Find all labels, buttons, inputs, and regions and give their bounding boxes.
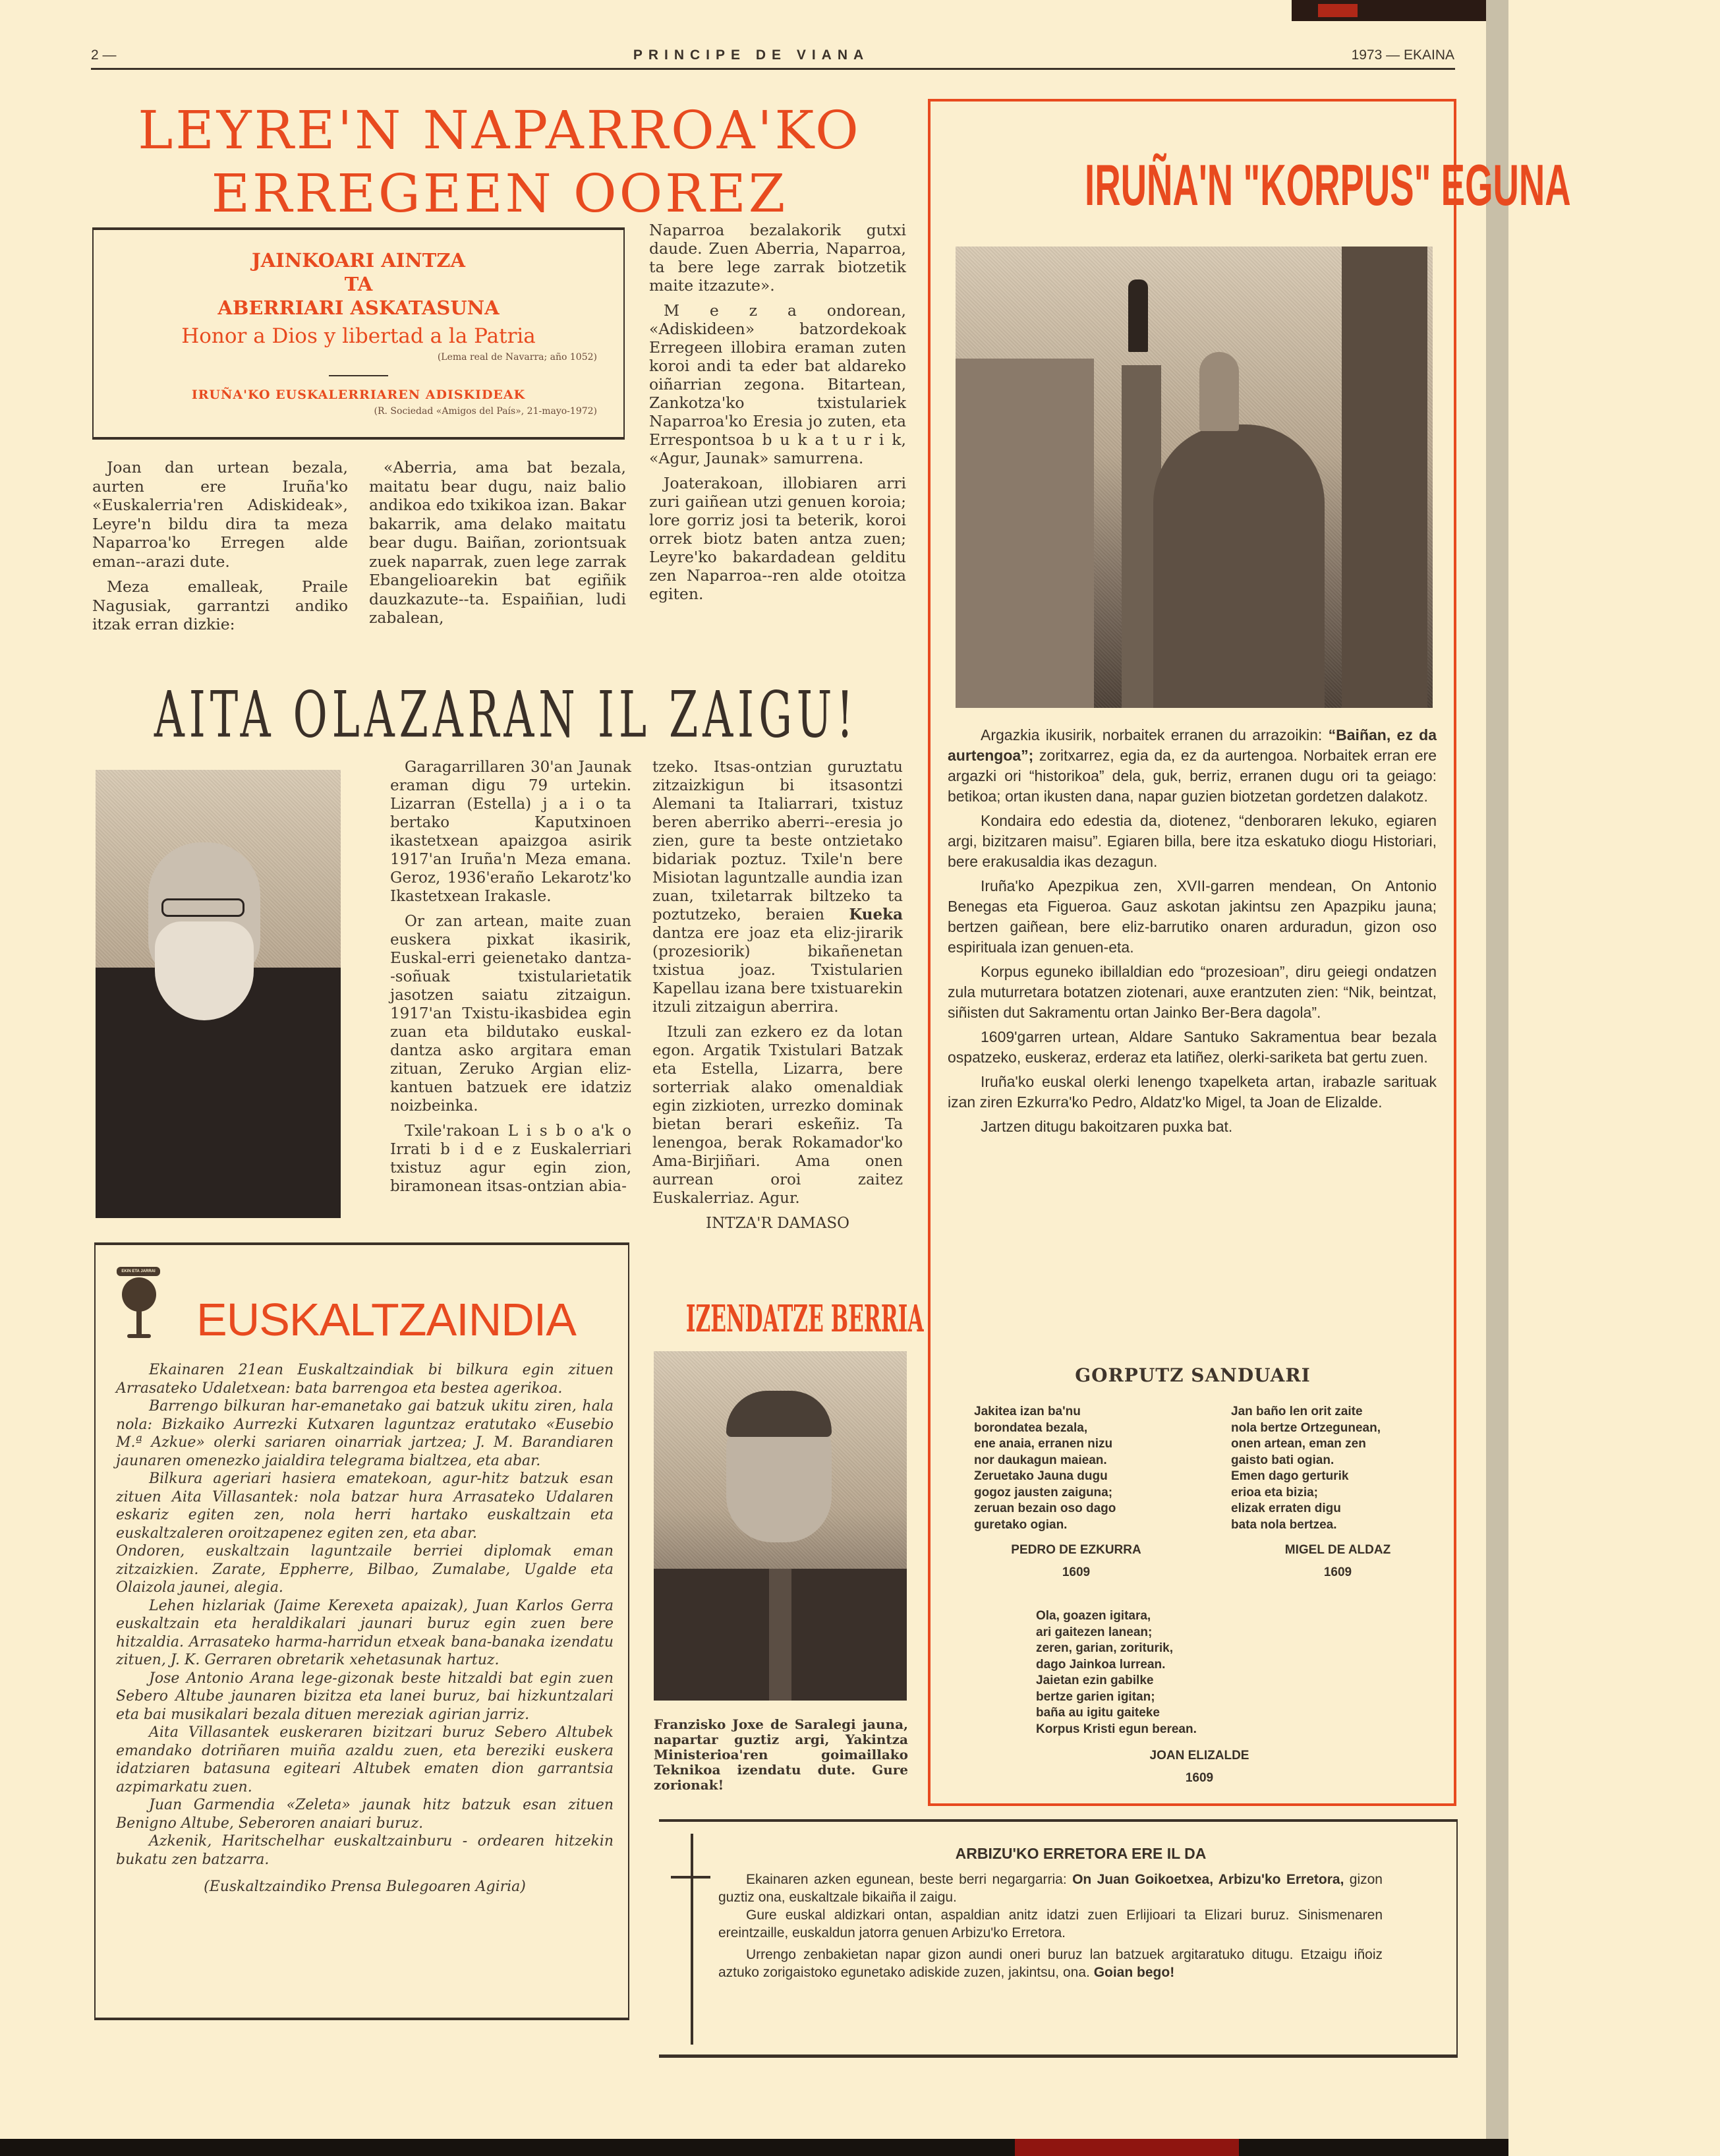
paragraph: 1609'garren urtean, Aldare Santuko Sakramentua bear bezala ospatzeko, euskeraz, erderaz eta latiñez, olerki-sariketa bat gertu zuen. — [948, 1028, 1437, 1066]
poem-line: gaisto bati ogian. — [1231, 1453, 1334, 1467]
paragraph: Garagarrillaren 30'an Jaunak eraman digu 79 urtekin. Lizarran (Estella) j a i o ta bertako Kaputxinoen ikastetxean apaizgoa asirik 1917'an Iruña'n Meza emana. Geroz, 1936'eraño Lekarotz'ko Ikastetxean Irakasle. — [390, 759, 631, 905]
header-rule — [91, 68, 1455, 70]
scan-edge-bottom — [0, 2139, 1508, 2156]
poem-ezkurra — [974, 1404, 1191, 1533]
poem-line: Korpus Kristi egun berean. — [1036, 1722, 1197, 1736]
poem-line: Emen dago gerturik — [1231, 1469, 1349, 1483]
paragraph: Argazkia ikusirik, norbaitek erranen du arrazoikin: “Baiñan, ez da aurtengoa”; zoritxarrez, egia da, ez da aurtengoa. Norbaitek erran ere argazki ori “historikoa” dela, guk, berriz, erranen dugu ori ta geiago: betikoa; ortan ikusten dana, napar guzien biotzetan gordetzen dalakotz. — [948, 726, 1437, 805]
paragraph: Jose Antonio Arana lege-gizonak beste hitzaldi bat egin zuen Sebero Altube jaunaren bizitza eta lanei buruz, bai hizkuntzalari eta bai musikalari bezala dituen mereziak agirian jarriz. — [116, 1670, 614, 1723]
saralegi-portrait-photo — [654, 1351, 907, 1701]
poem-line: nor daukagun maiean. — [974, 1453, 1107, 1467]
motto-box — [92, 227, 625, 440]
paragraph: Or zan artean, maite zuan euskera pixkat ikasirik, Euskal-erri geienetako dantza--soñuak txistularietatik jasotzen saiatu zitzaigun. 1917'an Txistu-ikasbidea egin zuan eta bildutako euskal-dantza asko argitara eman zituan, Zeruko Argian eliz-kantuen batzuek ere idatziz noizbeinka. — [390, 913, 631, 1115]
leyre-column-1 — [92, 458, 348, 641]
name-bold: On Juan Goikoetxea, Arbizu'ko Erretora, — [1072, 1872, 1344, 1887]
poem-line: bata nola bertzea. — [1231, 1517, 1337, 1532]
poem-author: JOAN ELIZALDE — [1149, 1749, 1249, 1763]
poem-line: baña au igitu gaiteke — [1036, 1706, 1160, 1720]
paragraph: Lehen hizlariak (Jaime Kerexeta apaizak), Juan Karlos Gerra euskaltzain eta heraldikalari jaunari buruz egin zuen bere hitzaldia. Arrasateko harma-harridun etxeak bana-banaka izendatu zituen, J. K. Gerraren obretarik xehetasunak hartuz. — [116, 1597, 614, 1668]
poem-year: 1609 — [1185, 1771, 1214, 1785]
poem-year: 1609 — [1323, 1565, 1352, 1579]
poem-line: Jan baño len orit zaite — [1231, 1405, 1363, 1418]
poem-line: Zeruetako Jauna dugu — [974, 1469, 1108, 1483]
poem-line: Ola, goazen igitara, — [1036, 1609, 1151, 1623]
motto-line-2: TA — [344, 273, 373, 295]
paragraph: Itzuli zan ezkero ez da lotan egon. Argatik Txistulari Batzak eta Estella, Lizarra, bere sorterriak alako omenaldiak egin zizkioten, urrezko dominak bietan berari eskeñiz. Ta lenengoa, berak Rokamador'ko Ama-Birjiñari. Ama onen aurrean oroi zaitez Euskalerriaz. Agur. — [652, 1024, 903, 1207]
poem-line: Jaietan ezin gabilke — [1036, 1674, 1154, 1687]
motto-organization: IRUÑA'KO EUSKALERRIAREN ADISKIDEAK — [191, 388, 526, 402]
scan-edge-top — [1292, 0, 1486, 21]
poem-line: zeren, garian, zoriturik, — [1036, 1641, 1173, 1655]
logo-motto: EKIN ETA JARRAI — [117, 1267, 160, 1276]
korpus-procession-photo — [956, 247, 1433, 708]
poem-line: gogoz jausten zaiguna; — [974, 1485, 1113, 1500]
paragraph: Barrengo bilkuran har-emanetako gai batzuk ukitu ziren, hala nola: Bizkaiko Aurrezki Kutxaren laguntzaz eratutako «Eusebio M.ª Azkue» olerki sariaren oinarriak jartzea; J. M. Barandiaren jaunaren omenezko jaialdira telegrama bialtzea, eta abar. — [116, 1398, 614, 1469]
izendatze-headline-text: IZENDATZE BERRIA — [685, 1297, 924, 1341]
poem-line: ene anaia, erranen nizu — [974, 1437, 1113, 1451]
paragraph: Kondaira edo edestia da, diotenez, “denboraren lekuko, egiaren argi, bizitzaren maisu”. Egiaren billa, bere itza eskatuko diogu Historiari, bere erakusaldia ikas dezagun. — [948, 812, 1437, 870]
paragraph: Joan dan urtean bezala, aurten ere Iruña'ko «Euskalerria'ren Adiskideak», Leyre'n bildu dira ta meza Naparroa'ko Erregen alde eman--arazi dute. — [92, 458, 348, 571]
izendatze-headline — [652, 1296, 924, 1343]
paragraph: Gure euskal aldizkari ontan, aspaldian anitz idatzi zuen Erlijioari ta Elizari buruz. Sinismenaren ereintzaille, euskaldun jatorra genuen Arbizu'ko Erretora. — [718, 1908, 1383, 1940]
page-number: 2 — — [91, 47, 117, 63]
paragraph: Ekainaren azken egunean, beste berri negargarria: On Juan Goikoetxea, Arbizu'ko Erretora, gizon guztiz ona, euskaltzale bikaiña il zaigu. — [718, 1872, 1383, 1905]
motto-line-1: JAINKOARI AINTZA — [251, 249, 466, 272]
poem-line: guretako ogian. — [974, 1517, 1068, 1532]
poem-author: MIGEL DE ALDAZ — [1284, 1543, 1391, 1557]
paragraph: Ondoren, euskaltzain laguntzaile berriei diplomak eman zitzaizkien. Zarate, Eppherre, Bilbao, Zumalabe, Ugalde eta Olaizola jaunei, alegia. — [116, 1543, 614, 1596]
poem-line: nola bertze Ortzegunean, — [1231, 1420, 1381, 1435]
paragraph: Joaterakoan, illobiaren arri zuri gaiñean utzi genuen koroia; lore gorriz josi ta beterik, koroi orrek biotz baten antza zuen; Leyre'ko bakardadean gelditu zen Naparroa--ren alde otoitza egiten. — [649, 474, 906, 603]
farewell-bold: Goian bego! — [1093, 1965, 1175, 1980]
euskaltzaindia-source: (Euskaltzaindiko Prensa Bulegoaren Agiria) — [204, 1879, 526, 1895]
poem-ezkurra-credit — [974, 1542, 1178, 1581]
poem-line: bertze garien igitan; — [1036, 1689, 1155, 1704]
poem-line: borondatea bezala, — [974, 1420, 1088, 1435]
olazaran-column-1 — [390, 758, 631, 1202]
olazaran-portrait-photo — [96, 770, 341, 1218]
paragraph: Bilkura ageriari hasiera ematekoan, agur-hitz batzuk esan zituen Aita Villasantek: nola batzar hura Arrasateko Udalaren eskariz egiten zen, nola herri hartako euskaltzain eta euskaltzaleren oroitzapenez egiten zen, eta abar. — [116, 1471, 614, 1542]
olazaran-signature: INTZA'R DAMASO — [706, 1215, 849, 1232]
arbizu-body — [718, 1871, 1383, 1985]
poem-line: erioa eta bizia; — [1231, 1485, 1318, 1500]
paragraph: Ekainaren 21ean Euskaltzaindiak bi bilkura egin zituen Arrasateko Udaletxean: bata barrengoa eta bestea agerikoa. — [116, 1362, 614, 1397]
euskaltzaindia-body — [116, 1361, 614, 1896]
olazaran-column-2 — [652, 758, 903, 1239]
poem-aldaz-credit — [1252, 1542, 1423, 1581]
motto-line-3: ABERRIARI ASKATASUNA — [217, 297, 500, 319]
paragraph: Txile'rakoan L i s b o a'k o Irrati b i d e z Euskalerriari txistuz agur egin zion, biramonean itsas-ontzian abia- — [390, 1122, 631, 1195]
paragraph: «Aberria, ama bat bezala, maitatu bear dugu, naiz balio andikoa edo txikikoa izan. Bakar bakarrik, ama delako maitatu bear dugu. Baiñan, zoriontsuak zuek naparrak, zuen lege zarrak Ebangelioarekin bat egiñik dauzkazute--ta. Espaiñian, ludi zabalean, — [369, 458, 626, 627]
issue-date: 1973 — EKAINA — [1351, 47, 1454, 63]
poem-author: PEDRO DE EZKURRA — [1011, 1543, 1141, 1557]
quote-bold: “Baiñan, ez da aurtengoa”; — [948, 726, 1437, 764]
motto-organization-note: (R. Sociedad «Amigos del País», 21-mayo-1972) — [374, 406, 597, 417]
korpus-headline — [936, 129, 1571, 241]
korpus-body — [948, 725, 1437, 1141]
saralegi-caption: Franzisko Joxe de Saralegi jauna, napartar guztiz argi, Yakintza Ministerioa'ren goimaillako Teknikoa izendatu dute. Gure zorionak! — [654, 1716, 908, 1793]
paragraph: Jartzen ditugu bakoitzaren puxka bat. — [981, 1118, 1233, 1135]
poem-line: ari gaitezen lanean; — [1036, 1625, 1153, 1639]
paragraph: tzeko. Itsas-ontzian guruztatu zitzaizkigun bi itsasontzi Alemani ta Italiarrari, txistuz beren aberriko aberri--eresia jo zien, gure ta beste ontzietako bidariak poztuz. Txile'n bere Misiotan laguntzalle aundia izan zuan, txiletarrak biltzeko ta poztutzeko, beraien Kueka dantza ere joaz eta eliz-jirarik (prozesiorik) bikañenetan txistua joaz. Txistularien Kapellau izana bere txistuarekin itzuli zitzaigun aberrira. — [652, 759, 903, 1016]
poem-line: zeruan bezain oso dago — [974, 1501, 1116, 1515]
olazaran-headline — [91, 679, 921, 751]
korpus-headline-text: IRUÑA'N "KORPUS" EGUNA — [1085, 152, 1571, 218]
poem-line: dago Jainkoa lurrean. — [1036, 1657, 1166, 1672]
euskaltzaindia-headline: EUSKALTZAINDIA — [196, 1294, 576, 1345]
leyre-headline-line1: LEYRE'N NAPARROA'KO — [138, 100, 861, 161]
paragraph: Juan Garmendia «Zeleta» jaunak hitz batzuk esan zituen Benigno Altube, Seberoren anaiari buruz. — [116, 1797, 614, 1832]
publication-name: PRINCIPE DE VIANA — [633, 47, 870, 63]
olazaran-headline-text: AITA OLAZARAN IL ZAIGU! — [154, 678, 858, 752]
paragraph: Azkenik, Haritschelhar euskaltzainburu - ordearen hitzekin bukatu zen batzarra. — [116, 1833, 614, 1868]
leyre-column-3 — [649, 221, 906, 610]
paragraph: Meza emalleak, Praile Nagusiak, garrantzi andiko itzak erran dizkie: — [92, 577, 348, 633]
page-edge — [1486, 0, 1508, 2156]
poem-elizalde — [1036, 1608, 1313, 1737]
paragraph: Aita Villasantek euskeraren bizitzari buruz Sebero Altubek emandako dotriñaren muiña azaldu zuen, eta bereziki euskera idatziaren batasuna egiteari Altubek ematen dion garrantsia azpimarkatu zuen. — [116, 1724, 614, 1795]
paragraph: Naparroa bezalakorik gutxi daude. Zuen Aberria, Naparroa, ta bere lege zarrak biotzetik maite itzazute». — [649, 221, 906, 295]
euskaltzaindia-tree-logo — [109, 1264, 168, 1343]
poem-line: Jakitea izan ba'nu — [974, 1405, 1081, 1418]
paragraph: Iruña'ko Apezpikua zen, XVII-garren mendean, On Antonio Benegas eta Figueroa. Gauz askotan jakintsu zen Apazpiku jauna; bertzen gaiñean, bere eliz-barrutiko onaren arduradun, gizon oso espirituala izan genuen-eta. — [948, 877, 1437, 956]
leyre-headline-line2: ERREGEEN OOREZ — [211, 163, 788, 224]
leyre-column-2 — [369, 458, 626, 634]
leyre-headline — [91, 99, 908, 225]
cross-icon — [691, 1834, 693, 2045]
poem-title: GORPUTZ SANDUARI — [1075, 1364, 1311, 1386]
poem-year: 1609 — [1062, 1565, 1091, 1579]
dance-name-bold: Kueka — [849, 906, 903, 923]
poem-aldaz — [1231, 1404, 1442, 1533]
cross-icon-bar — [671, 1876, 710, 1879]
motto-note: (Lema real de Navarra; año 1052) — [437, 352, 597, 363]
paragraph: Korpus eguneko ibillaldian edo “prozesioan”, diru geiegi ondatzen zula muturretara botatzen ziotenari, auxe erantzuten zien: “Nik, beintzat, siñisten dut Sakramentu ortan Jainko Ber-Bera dagola”. — [948, 963, 1437, 1021]
paragraph: M e z a ondorean, «Adiskideen» batzordekoak Erregeen illobira eraman zuten koroi andi ta eder bat aldareko oiñarrian zegona. Bitartean, Zankotza'ko txistulariek Naparroa'ko Eresia jo zuten, eta Errespontsoa b u k a t u r i k, «Agur, Jaunak» samurrena. — [649, 301, 906, 467]
motto-spanish: Honor a Dios y libertad a la Patria — [181, 324, 536, 348]
paragraph: Urrengo zenbakietan napar gizon aundi oneri buruz lan batzuek argitaratuko ditugu. Etzaigu iñoiz aztuko zorigaistoko egunetako adiskide zuzen, jakintsu, ona. Goian bego! — [718, 1947, 1383, 1980]
poem-line: onen artean, eman zen — [1231, 1437, 1366, 1451]
poem-elizalde-credit — [1114, 1748, 1285, 1786]
arbizu-headline: ARBIZU'KO ERRETORA ERE IL DA — [955, 1845, 1207, 1862]
poem-line: elizak erraten digu — [1231, 1501, 1341, 1515]
paragraph: Iruña'ko euskal olerki lenengo txapelketa artan, irabazle sarituak izan ziren Ezkurra'ko Pedro, Aldatz'ko Migel, ta Joan de Elizalde. — [948, 1073, 1437, 1111]
motto-divider — [329, 375, 388, 376]
